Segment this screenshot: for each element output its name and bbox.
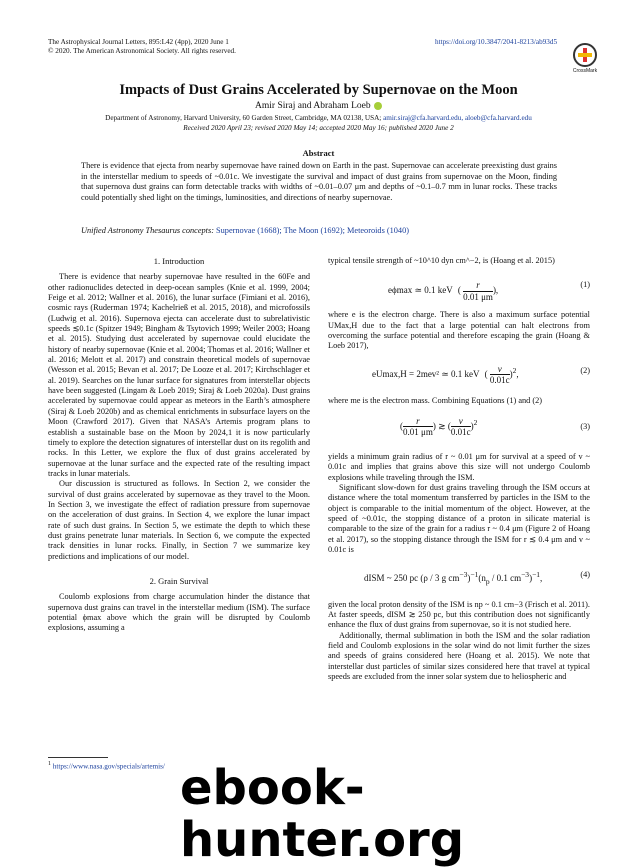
footnote: $^1$ https://www.nasa.gov/specials/artemis/ <box>48 761 165 771</box>
keywords-links[interactable]: Supernovae (1668); The Moon (1692); Meteoroids (1040) <box>216 226 409 235</box>
copyright-notice: © 2020. The American Astronomical Society. All rights reserved. <box>48 47 236 55</box>
section-2-heading: 2. Grain Survival <box>149 575 209 586</box>
equation-4: dISM ~ 250 pc (ρ / 3 g $cm^{-3})^{-1}(n_p / 0.1$ $cm^{-3})^{-1}$, (4) <box>364 569 590 586</box>
author-emails[interactable]: amir.siraj@cfa.harvard.edu, aloeb@cfa.harvard.edu <box>383 114 532 122</box>
paper-title: Impacts of Dust Grains Accelerated by Supernovae on the Moon <box>119 82 518 98</box>
eq1-numerator: r <box>463 280 493 291</box>
author-list <box>0 101 637 111</box>
right-paragraph-5: Significant slow-down for dust grains traveling through the ISM occurs at distance where the total momentum transferred by particles in the ISM to the object is comparable to the initial momentum of the object. However, at the speed of ~0.01c, the stopping distance of a proton in silicate material is comparable to the size of the grain for a radius r ~ 0.4 μm (Figure 2 of Hoang et al. 2017), so the stopping distance through the ISM for r ≲ 0.4 μm and v ~ 0.01c is <box>328 483 590 555</box>
right-paragraph-3: where me is the electron mass. Combining Equations (1) and (2) <box>328 395 543 405</box>
keywords <box>81 226 557 237</box>
section-1-heading: 1. Introduction <box>153 256 205 266</box>
right-paragraph-2: where e is the electron charge. There is also a maximum surface potential UMax,H due to the fact that a large potential can halt electrons from overcoming the surface potential and therefore escaping the grain (Hoang & Loeb 2017), <box>328 310 590 351</box>
grain-survival-paragraph: Coulomb explosions from charge accumulation hinder the distance that supernova dust grains can travel in the interstellar medium (ISM). The surface potential ϕmax above which the grain will be disrupted by Coulomb explosions, assuming a <box>48 592 310 633</box>
footnote-rule <box>48 757 108 758</box>
eq3-v-den: 0.01c <box>450 427 471 438</box>
crossmark-icon <box>573 43 597 67</box>
doi-link[interactable]: https://doi.org/10.3847/2041-8213/ab93d5 <box>435 38 558 46</box>
publication-dates: Received 2020 April 23; revised 2020 May 14; accepted 2020 May 16; published 2020 June 2 <box>183 124 454 132</box>
eq3-r: r <box>403 416 433 427</box>
watermark-text: ebook-hunter.org <box>180 760 465 868</box>
equation-2: eUmax,H = 2mev² ≃ 0.1 keV ( $\frac{v}{0.01c}$ )$^2$, (2) <box>372 363 590 386</box>
eq2-number: (2) <box>580 365 590 375</box>
abstract-heading: Abstract <box>302 148 335 158</box>
equation-1: eϕmax ≃ 0.1 keV ( $\frac{r}{0.01 \mu m}$ ), (1) <box>388 280 590 302</box>
eq2-lhs: eUmax,H = 2mev² ≃ 0.1 keV <box>372 368 480 379</box>
left-column <box>48 256 310 634</box>
eq3-r-den: 0.01 μm <box>403 427 433 438</box>
eq2-denominator: 0.01c <box>489 375 510 386</box>
crossmark-label: CrossMark <box>572 68 598 74</box>
equation-3: ( $\frac{r}{0.01 \mu m}$ ) ≳ ( $\frac{v}{0.01c}$ )$^2$ (3) <box>400 416 590 438</box>
eq4-lhs: dISM ~ 250 pc <box>364 572 419 583</box>
eq1-lhs: eϕmax ≃ 0.1 keV <box>388 285 453 296</box>
abstract-text: There is evidence that ejecta from nearby supernovae have rained down on Earth in the past. Supernovae can accelerate preexisting dust grains in the interstellar medium to speeds of ~0.01c. We investigate the survival and impact of dust grains from supernovae on the Moon, finding that supernova dust grains can form detectable tracks with widths of ~0.01–0.07 μm and depths of ~0.1–0.7 mm in lunar rocks. These tracks could potentially shed light on the timings, luminosities, and directions of nearby supernovae. <box>81 161 557 202</box>
affiliation-text: Department of Astronomy, Harvard University, 60 Garden Street, Cambridge, MA 02138, USA; <box>105 114 382 122</box>
right-paragraph-4: yields a minimum grain radius of r ~ 0.01 μm for survival at a speed of v ~ 0.01c and implies that grains above this size will not undergo Coulomb explosions while traveling through the ISM. <box>328 452 590 482</box>
eq1-denominator: 0.01 μm <box>463 291 493 302</box>
eq2-numerator: v <box>490 364 510 375</box>
crossmark-badge[interactable] <box>569 43 601 77</box>
orcid-icon[interactable] <box>374 102 382 110</box>
intro-paragraph-1: There is evidence that nearby supernovae have resulted in the 60Fe and other radionuclides detected in deep-ocean samples (Knie et al. 1999, 2004; Feige et al. 2012; Wallner et al. 2016), the lunar surface (Fimiani et al. 2016), cosmic rays (Ruderman 1974; Kachelrieß et al. 2015, 2018), and microfossils (Ludwig et al. 2016). Supernova ejecta can accelerate dust to subrelativistic speeds ≲0.1c (Spitzer 1949; Bingham & Tsytovich 1999; Weiler 2003; Hoang et al. 2015). Studying dust accelerated by supernovae could elucidate the history of nearby supernovae (Knie et al. 2004; Thomas et al. 2016; Wallner et al. 2016; Melott et al. 2017) and constrain theoretical models of supernovae (Wesson et al. 2015; Bevan et al. 2017; De Looze et al. 2017; Kirchschlager et al. 2019). Searches on the lunar surface for signatures from interstellar objects have been suggested (Lingam & Loeb 2019; Siraj & Loeb 2020a). Dust grains accelerated by supernovae could appear as meteors in the Earth’s atmosphere (Siraj & Loeb 2020b) and as chemical enrichments in subsurface layers on the Moon (Crawford 2017). Given that NASA’s Artemis program plans to establish a sustainable base on the Moon by 2024,1 it is now particularly timely to explore the detection signatures of interstellar dust on its regolith and rocks. In this Letter, we explore the flux of dust grains accelerated by supernovae at the lunar surface and the expected rate of the resulting impact tracks in lunar materials. <box>48 272 310 478</box>
right-column <box>328 256 590 682</box>
right-paragraph-6: given the local proton density of the ISM is np ~ 0.1 cm−3 (Frisch et al. 2011). At faster speeds, dISM ≳ 250 pc, but this contribution does not significantly enhance the flux of dust grains from supernovae, so it is not studied here. <box>328 599 590 630</box>
keywords-label: Unified Astronomy Thesaurus concepts: <box>81 226 214 235</box>
eq1-number: (1) <box>580 280 590 290</box>
journal-citation: The Astrophysical Journal Letters, 895:L42 (4pp), 2020 June 1 <box>48 38 229 46</box>
eq4-number: (4) <box>580 569 590 579</box>
footnote-link[interactable]: https://www.nasa.gov/specials/artemis/ <box>52 762 165 771</box>
right-paragraph-1: typical tensile strength of ~10^10 dyn cm^−2, is (Hoang et al. 2015) <box>328 256 555 265</box>
eq3-number: (3) <box>580 422 590 432</box>
affiliation <box>0 114 637 122</box>
intro-paragraph-2: Our discussion is structured as follows. In Section 2, we consider the survival of dust grains accelerated by supernovae as they travel to the Moon. In Section 3, we investigate the effect of radiation pressure from supernovae on the acceleration of dust grains. In Section 4, we explore the lunar impact rate of such dust grains. In Section 5, we estimate the depth to which these dust grains penetrate lunar materials. In Section 6, we compute the expected track densities in lunar rocks. Finally, in Section 7 we summarize key predictions and implications of our model. <box>48 479 310 561</box>
eq3-v: v <box>451 416 471 427</box>
right-paragraph-7: Additionally, thermal sublimation in both the ISM and the solar radiation field and Coulomb explosions in the solar wind do not limit further the sizes and speeds of grains considered here (Hoang et al. 2015). We note that interstellar dust particles of similar sizes considered here that travel at typical speeds are excluded from the inner solar system due to heliospheric and <box>328 630 590 681</box>
authors-text: Amir Siraj and Abraham Loeb <box>255 101 371 111</box>
